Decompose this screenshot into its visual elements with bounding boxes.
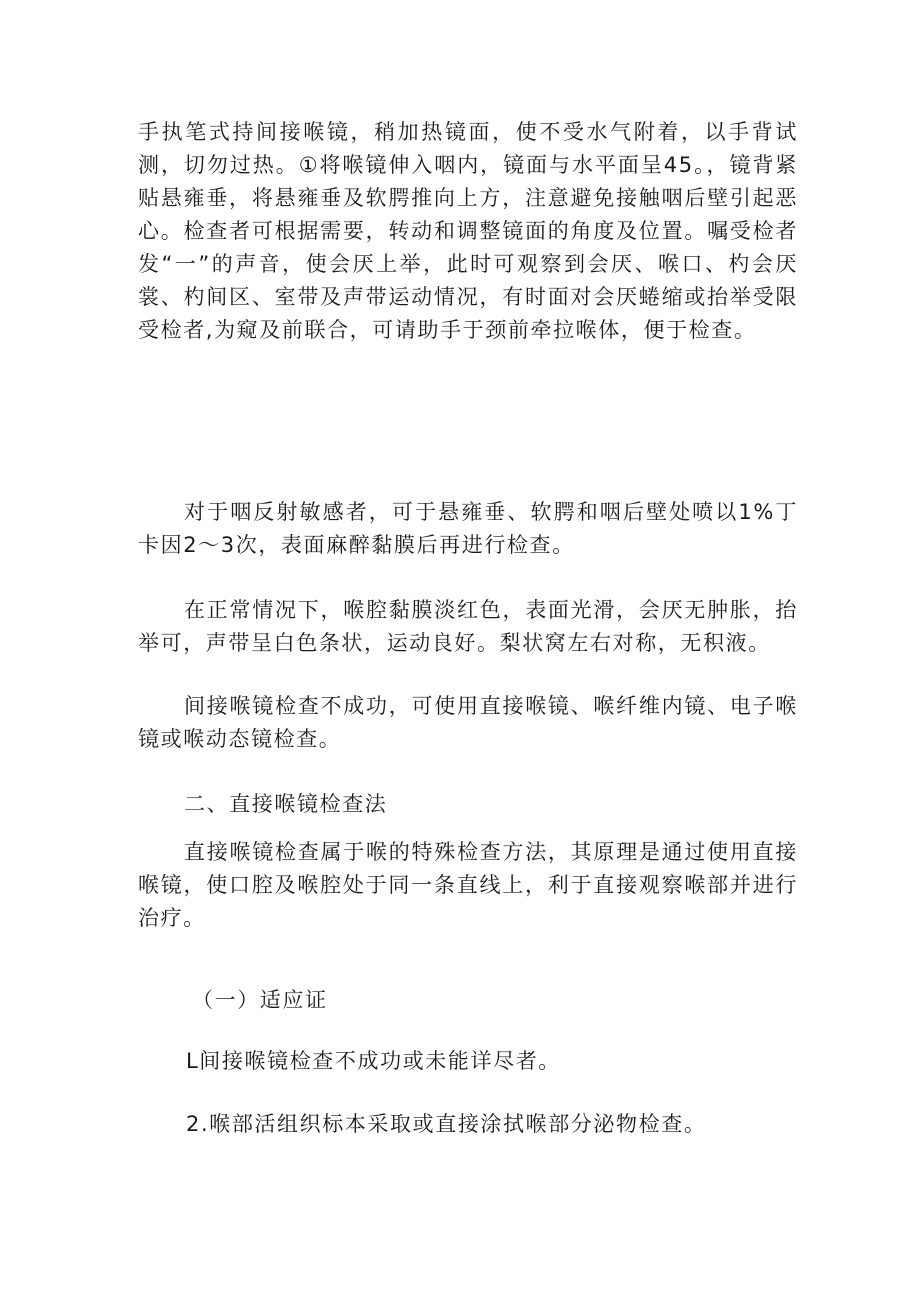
paragraph-alternative-examinations: 间接喉镜检查不成功，可使用直接喉镜、喉纤维内镜、电子喉镜或喉动态镜检查。 <box>138 694 798 751</box>
subsection-heading-indications: （一）适应证 <box>192 988 328 1012</box>
section-heading-direct-laryngoscopy: 二、直接喉镜检查法 <box>184 792 388 816</box>
paragraph-indirect-laryngoscopy-procedure: 手执笔式持间接喉镜，稍加热镜面，使不受水气附着，以手背试测，切勿过热。①将喉镜伸入咽内，镜面与水平面呈45。，镜背紧贴悬雍垂，将悬雍垂及软腭推向上方，注意避免接触咽后壁引起恶心。检查者可根据需要，转动和调整镜面的角度及位置。嘱受检者发“一”的声音，使会厌上举，此时可观察到会厌、喉口、杓会厌裳、杓间区、室带及声带运动情况，有时面对会厌蜷缩或抬举受限受检者,为窥及前联合，可请助手于颈前牵拉喉体，便于检查。 <box>138 120 798 342</box>
paragraph-pharyngeal-reflex: 对于咽反射敏感者，可于悬雍垂、软腭和咽后壁处喷以1%丁卡因2〜3次，表面麻醉黏膜后再进行检查。 <box>138 500 798 557</box>
paragraph-normal-findings: 在正常情况下，喉腔黏膜淡红色，表面光滑，会厌无肿胀，抬举可，声带呈白色条状，运动良好。梨状窝左右对称，无积液。 <box>138 598 798 655</box>
paragraph-direct-laryngoscopy-principle: 直接喉镜检查属于喉的特殊检查方法，其原理是通过使用直接喉镜，使口腔及喉腔处于同一条直线上，利于直接观察喉部并进行治疗。 <box>138 840 798 930</box>
list-item-indication-1: L间接喉镜检查不成功或未能详尽者。 <box>186 1049 561 1073</box>
list-item-indication-2: 2.喉部活组织标本采取或直接涂拭喉部分泌物检查。 <box>186 1112 707 1136</box>
